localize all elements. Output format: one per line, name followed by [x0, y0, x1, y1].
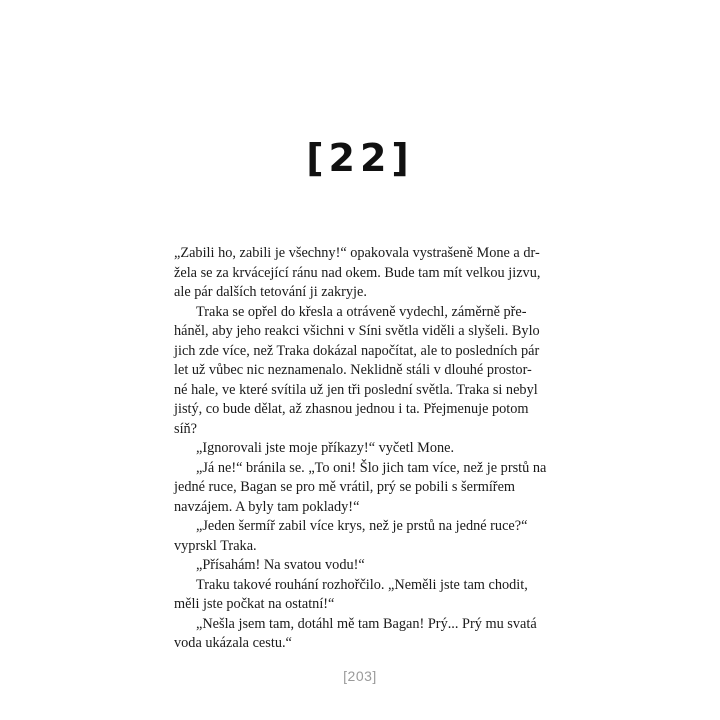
- text-line: jistý, co bude dělat, až zhasnou jednou i ta. Přejmenuje potom: [174, 401, 529, 417]
- text-line: „Zabili ho, zabili je všechny!“ opakovala vystrašeně Mone a dr-: [174, 245, 540, 261]
- text-line: háněl, aby jeho reakci všichni v Síni světla viděli a slyšeli. Bylo: [174, 323, 540, 339]
- chapter-heading: [22]: [306, 136, 414, 180]
- text-line: Traka se opřel do křesla a otráveně vydechl, záměrně pře-: [196, 303, 527, 320]
- text-line: „Já ne!“ bránila se. „To oni! Šlo jich tam více, než je prstů na: [196, 459, 547, 476]
- text-line: voda ukázala cestu.“: [174, 635, 292, 651]
- text-line: navzájem. A byly tam poklady!“: [174, 498, 360, 515]
- text-line: měli jste počkat na ostatní!“: [174, 596, 335, 612]
- text-line: né hale, ve které svítila už jen tři poslední světla. Traka si nebyl: [174, 381, 538, 398]
- text-line: jich zde více, než Traka dokázal napočítat, ale to posledních pár: [174, 342, 540, 359]
- text-line: vyprskl Traka.: [174, 537, 257, 554]
- text-line: let už vůbec nic neznamenalo. Neklidně stáli v dlouhé prostor-: [174, 362, 532, 378]
- text-line: „Přísahám! Na svatou vodu!“: [196, 557, 365, 573]
- text-line: žela se za krvácející ránu nad okem. Bude tam mít velkou jizvu,: [174, 264, 541, 281]
- text-line: síň?: [174, 420, 198, 437]
- text-line: Traku takové rouhání rozhořčilo. „Neměli jste tam chodit,: [196, 576, 528, 593]
- text-line: „Ignorovali jste moje příkazy!“ vyčetl Mone.: [196, 440, 455, 456]
- body-text: [174, 244, 548, 654]
- text-line: jedné ruce, Bagan se pro mě vrátil, prý se pobili s šermířem: [174, 479, 516, 495]
- page-number: [203]: [343, 668, 377, 684]
- text-line: ale pár dalších tetování ji zakryje.: [174, 284, 367, 300]
- text-line: „Nešla jsem tam, dotáhl mě tam Bagan! Prý... Prý mu svatá: [196, 615, 537, 632]
- text-line: „Jeden šermíř zabil více krys, než je prstů na jedné ruce?“: [196, 518, 528, 534]
